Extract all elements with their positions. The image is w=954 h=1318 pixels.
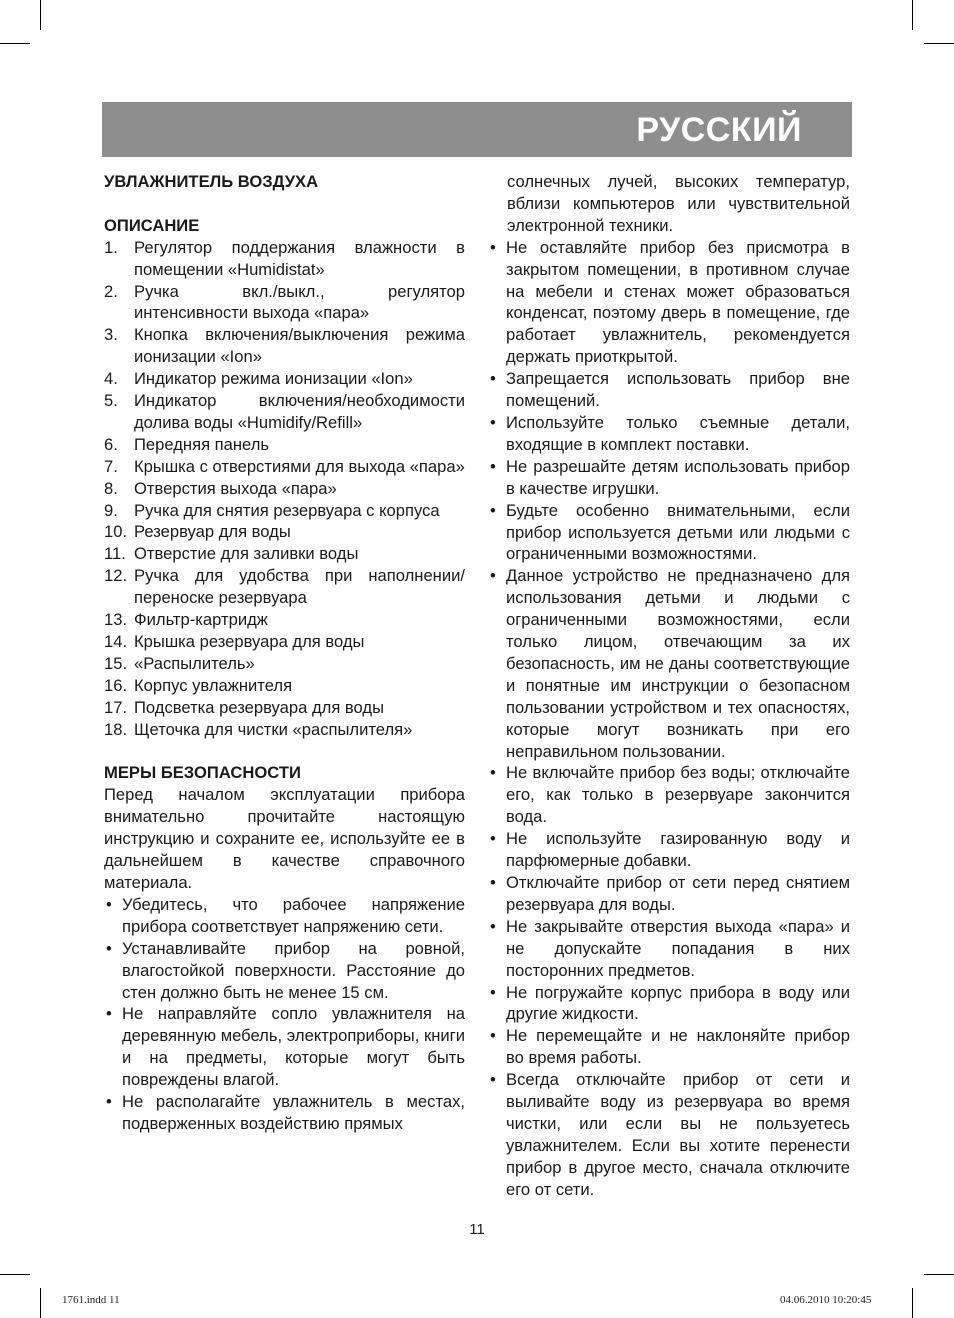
- item-number: 11.: [104, 544, 126, 564]
- bullet-marker: •: [106, 1092, 112, 1112]
- right-column: [488, 171, 850, 1201]
- bullet-text: Используйте только съемные детали, входящие в комплект поставки.: [506, 412, 850, 454]
- bullet-text: Не располагайте увлажнитель в местах, подверженных воздействию прямых: [122, 1092, 465, 1133]
- language-header-bar: [102, 102, 852, 157]
- description-item: [104, 324, 465, 368]
- crop-mark: [924, 1274, 954, 1275]
- item-number: 13.: [104, 610, 128, 630]
- safety-bullet: [488, 828, 850, 872]
- item-number: 4.: [104, 369, 118, 389]
- product-title: УВЛАЖНИТЕЛЬ ВОЗДУХА: [104, 172, 319, 191]
- description-item: [104, 478, 465, 500]
- crop-mark: [912, 1288, 913, 1318]
- bullet-text: Не закрывайте отверстия выхода «пара» и не допускайте попадания в них посторонних предметов.: [506, 916, 850, 980]
- safety-bullet: [488, 368, 850, 412]
- description-item: [104, 281, 465, 325]
- bullet-text: Всегда отключайте прибор от сети и выливайте воду из резервуара во время чистки, или если вы не пользуетесь увлажнителем. Если вы хотите перенести прибор в другое место, сначала отключите его от сети.: [506, 1070, 850, 1199]
- bullet-marker: •: [490, 500, 496, 520]
- description-item: [104, 237, 465, 281]
- bullet-text: Не перемещайте и не наклоняйте прибор во время работы.: [506, 1026, 850, 1068]
- crop-mark: [0, 43, 30, 44]
- item-number: 1.: [104, 237, 118, 257]
- bullet-marker: •: [490, 237, 496, 257]
- bullet-marker: •: [490, 873, 496, 892]
- crop-mark: [40, 0, 41, 30]
- bullet-text: Не оставляйте прибор без присмотра в закрытом помещении, в противном случае на мебели и стенах может образоваться конденсат, поэтому дверь в помещение, где работает увлажнитель, рекомендуется держать приоткрытой.: [506, 237, 850, 367]
- safety-bullet: [488, 237, 850, 368]
- item-text: Крышка с отверстиями для выхода «пара»: [134, 456, 465, 476]
- safety-bullet: [488, 982, 850, 1026]
- item-number: 3.: [104, 325, 118, 345]
- bullet-marker: •: [106, 1004, 112, 1024]
- bullet-text: Данное устройство не предназначено для использования детьми и людьми с ограниченными возможностями, если только лицом, отвечающим за их безопасность, им не даны соответствующие и понятные им инструкции о безопасном пользовании устройством и тех опасностях, которые могут возникать при его неправильном пользовании.: [506, 566, 850, 761]
- safety-bullet: [488, 456, 850, 500]
- bullet-text: Не включайте прибор без воды; отключайте его, как только в резервуаре закончится вода.: [506, 763, 850, 827]
- item-number: 9.: [104, 500, 118, 520]
- item-text: Ручка для удобства при наполнении/переноске резервуара: [134, 566, 465, 608]
- crop-mark: [924, 43, 954, 44]
- bullet-marker: •: [490, 916, 496, 936]
- safety-bullet: [488, 762, 850, 828]
- description-item: [104, 675, 465, 697]
- safety-heading: МЕРЫ БЕЗОПАСНОСТИ: [104, 763, 301, 783]
- item-text: Регулятор поддержания влажности в помещении «Humidistat»: [134, 237, 465, 279]
- item-text: Фильтр-картридж: [134, 610, 268, 630]
- bullet-marker: •: [106, 894, 112, 914]
- safety-bullet: [488, 412, 850, 456]
- item-number: 10.: [104, 522, 128, 542]
- safety-list-left: [104, 894, 465, 1135]
- safety-bullet: [104, 938, 465, 1004]
- bullet-text: Будьте особенно внимательными, если прибор используется детьми или людьми с ограниченными возможностями.: [506, 500, 850, 564]
- safety-bullet: [488, 565, 850, 762]
- item-text: Корпус увлажнителя: [134, 675, 293, 695]
- bullet-marker: •: [490, 763, 496, 783]
- bullet-marker: •: [490, 369, 496, 389]
- description-item: [104, 500, 465, 522]
- item-number: 6.: [104, 434, 118, 454]
- item-text: Ручка для снятия резервуара с корпуса: [134, 500, 440, 520]
- crop-mark: [40, 1288, 41, 1318]
- description-item: [104, 456, 465, 478]
- safety-intro: Перед началом эксплуатации прибора внимательно прочитайте настоящую инструкцию и сохраните ее, используйте ее в дальнейшем в качестве справочного материала.: [104, 785, 465, 892]
- description-item: [104, 609, 465, 631]
- bullet-marker: •: [490, 1070, 496, 1090]
- footer-timestamp: 04.06.2010 10:20:45: [780, 1294, 872, 1306]
- item-number: 5.: [104, 391, 118, 411]
- description-item: [104, 434, 465, 456]
- safety-continuation: солнечных лучей, высоких температур, вблизи компьютеров или чувствительной электронной техники.: [507, 172, 850, 235]
- description-item: [104, 390, 465, 434]
- bullet-text: Не направляйте сопло увлажнителя на деревянную мебель, электроприборы, книги и на предметы, которые могут быть повреждены влагой.: [122, 1004, 465, 1090]
- bullet-marker: •: [490, 412, 496, 432]
- bullet-text: Устанавливайте прибор на ровной, влагостойкой поверхности. Расстояние до стен должно быть не менее 15 см.: [122, 938, 465, 1002]
- safety-bullet: [104, 1091, 465, 1135]
- bullet-text: Запрещается использовать прибор вне помещений.: [506, 369, 850, 411]
- left-column: [104, 171, 465, 1135]
- description-heading: ОПИСАНИЕ: [104, 215, 200, 235]
- item-number: 15.: [104, 653, 128, 673]
- description-item: [104, 543, 465, 565]
- safety-bullet: [488, 1025, 850, 1069]
- language-title: РУССКИЙ: [636, 111, 802, 149]
- description-item: [104, 521, 465, 543]
- item-text: Отверстие для заливки воды: [134, 544, 359, 564]
- page-number: 11: [469, 1221, 485, 1238]
- bullet-text: Отключайте прибор от сети перед снятием резервуара для воды.: [506, 873, 850, 914]
- safety-bullet: [488, 872, 850, 916]
- description-item: [104, 368, 465, 390]
- description-item: [104, 719, 465, 741]
- bullet-marker: •: [490, 829, 496, 849]
- description-item: [104, 653, 465, 675]
- bullet-marker: •: [490, 456, 496, 476]
- safety-bullet: [488, 1069, 850, 1200]
- bullet-marker: •: [490, 566, 496, 586]
- bullet-text: Убедитесь, что рабочее напряжение прибора соответствует напряжению сети.: [122, 894, 465, 936]
- item-text: Ручка вкл./выкл., регулятор интенсивности выхода «пара»: [134, 281, 465, 323]
- safety-bullet: [488, 500, 850, 566]
- item-number: 18.: [104, 719, 128, 739]
- item-number: 7.: [104, 456, 118, 476]
- crop-mark: [912, 0, 913, 30]
- description-item: [104, 631, 465, 653]
- description-item: [104, 697, 465, 719]
- item-text: Индикатор включения/необходимости долива воды «Humidify/Refill»: [134, 391, 465, 432]
- item-number: 12.: [104, 566, 128, 586]
- safety-bullet: [488, 916, 850, 982]
- crop-mark: [0, 1274, 30, 1275]
- bullet-marker: •: [490, 1026, 496, 1046]
- item-text: Крышка резервуара для воды: [134, 632, 365, 652]
- bullet-text: Не используйте газированную воду и парфюмерные добавки.: [506, 829, 850, 871]
- item-text: Передняя панель: [134, 434, 270, 454]
- item-text: Щеточка для чистки «распылителя»: [134, 719, 413, 739]
- safety-bullet: [104, 1003, 465, 1091]
- item-number: 17.: [104, 697, 128, 717]
- item-text: Отверстия выхода «пара»: [134, 478, 337, 498]
- footer-file-info: 1761.indd 11: [62, 1294, 120, 1306]
- item-text: Подсветка резервуара для воды: [134, 697, 385, 717]
- item-number: 8.: [104, 478, 118, 498]
- item-text: Индикатор режима ионизации «Ion»: [134, 369, 413, 389]
- item-number: 14.: [104, 632, 128, 652]
- item-text: Кнопка включения/выключения режима ионизации «Ion»: [134, 325, 465, 367]
- item-text: «Распылитель»: [134, 653, 255, 673]
- item-text: Резервуар для воды: [134, 522, 291, 542]
- bullet-text: Не погружайте корпус прибора в воду или другие жидкости.: [506, 982, 850, 1024]
- safety-list-right: [488, 237, 850, 1201]
- bullet-marker: •: [490, 982, 496, 1002]
- description-item: [104, 565, 465, 609]
- item-number: 16.: [104, 675, 128, 695]
- bullet-text: Не разрешайте детям использовать прибор в качестве игрушки.: [506, 456, 850, 498]
- item-number: 2.: [104, 281, 118, 301]
- bullet-marker: •: [106, 938, 112, 958]
- description-list: [104, 237, 465, 741]
- safety-bullet: [104, 894, 465, 938]
